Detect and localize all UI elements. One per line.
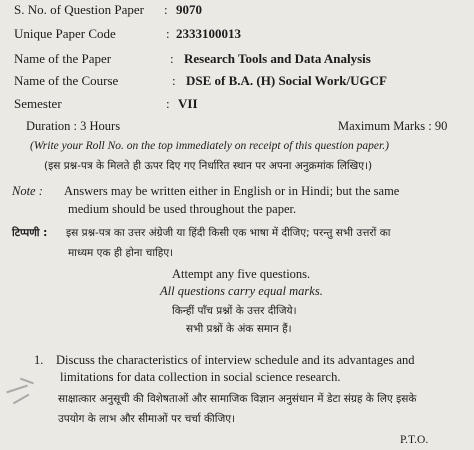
roll-no-instruction: (Write your Roll No. on the top immediately on receipt of this question paper.) bbox=[30, 140, 389, 152]
header-value-paper-code: 2333100013 bbox=[176, 26, 241, 41]
equal-marks-instruction-hindi: सभी प्रश्नों के अंक समान हैं। bbox=[186, 323, 292, 335]
tippani-label: टिप्पणी : bbox=[12, 227, 48, 239]
header-label-semester: Semester bbox=[14, 96, 62, 111]
header-value-sno: 9070 bbox=[176, 2, 202, 17]
handwritten-mark bbox=[20, 378, 34, 384]
header-value-paper-name: Research Tools and Data Analysis bbox=[184, 51, 371, 66]
equal-marks-instruction: All questions carry equal marks. bbox=[160, 284, 323, 298]
note-label: Note : bbox=[12, 184, 43, 198]
header-colon: : bbox=[166, 96, 170, 111]
tippani-line-1: इस प्रश्न-पत्र का उत्तर अंग्रेजी या हिंदी किसी एक भाषा में दीजिए; परन्तु सभी उत्तरों का bbox=[66, 227, 391, 239]
handwritten-mark bbox=[6, 385, 27, 393]
question-1-line-1: Discuss the characteristics of interview schedule and its advantages and bbox=[56, 353, 415, 367]
header-label-course: Name of the Course bbox=[14, 73, 119, 88]
header-label-paper-name: Name of the Paper bbox=[14, 51, 112, 66]
duration: Duration : 3 Hours bbox=[26, 119, 121, 133]
header-colon: : bbox=[166, 26, 170, 41]
attempt-instruction: Attempt any five questions. bbox=[172, 267, 311, 281]
question-1-number: 1. bbox=[34, 353, 44, 367]
question-1-hindi-line-1: साक्षात्कार अनुसूची की विशेषताओं और सामाजिक विज्ञान अनुसंधान में डेटा संग्रह के लिए इसके bbox=[58, 393, 417, 405]
roll-no-instruction-hindi: (इस प्रश्न-पत्र के मिलते ही ऊपर दिए गए निर्धारित स्थान पर अपना अनुक्रमांक लिखिए।) bbox=[44, 160, 373, 172]
header-label-paper-code: Unique Paper Code bbox=[14, 26, 116, 41]
note-line-1: Answers may be written either in English or in Hindi; but the same bbox=[64, 184, 400, 198]
header-value-course: DSE of B.A. (H) Social Work/UGCF bbox=[186, 73, 387, 88]
max-marks: Maximum Marks : 90 bbox=[338, 119, 448, 133]
header-label-sno: S. No. of Question Paper bbox=[14, 2, 144, 17]
question-1-line-2: limitations for data collection in social science research. bbox=[60, 370, 341, 384]
handwritten-mark bbox=[13, 394, 29, 404]
tippani-line-2: माध्यम एक ही होना चाहिए। bbox=[68, 247, 174, 259]
header-colon: : bbox=[172, 73, 176, 88]
note-line-2: medium should be used throughout the paper. bbox=[68, 202, 297, 216]
header-colon: : bbox=[164, 2, 168, 17]
header-value-semester: VII bbox=[178, 96, 198, 111]
question-1-hindi-line-2: उपयोग के लाभ और सीमाओं पर चर्चा कीजिए। bbox=[58, 413, 236, 425]
pto-label: P.T.O. bbox=[400, 434, 429, 446]
attempt-instruction-hindi: किन्हीं पाँच प्रश्नों के उत्तर दीजिये। bbox=[172, 305, 297, 317]
header-colon: : bbox=[170, 51, 174, 66]
